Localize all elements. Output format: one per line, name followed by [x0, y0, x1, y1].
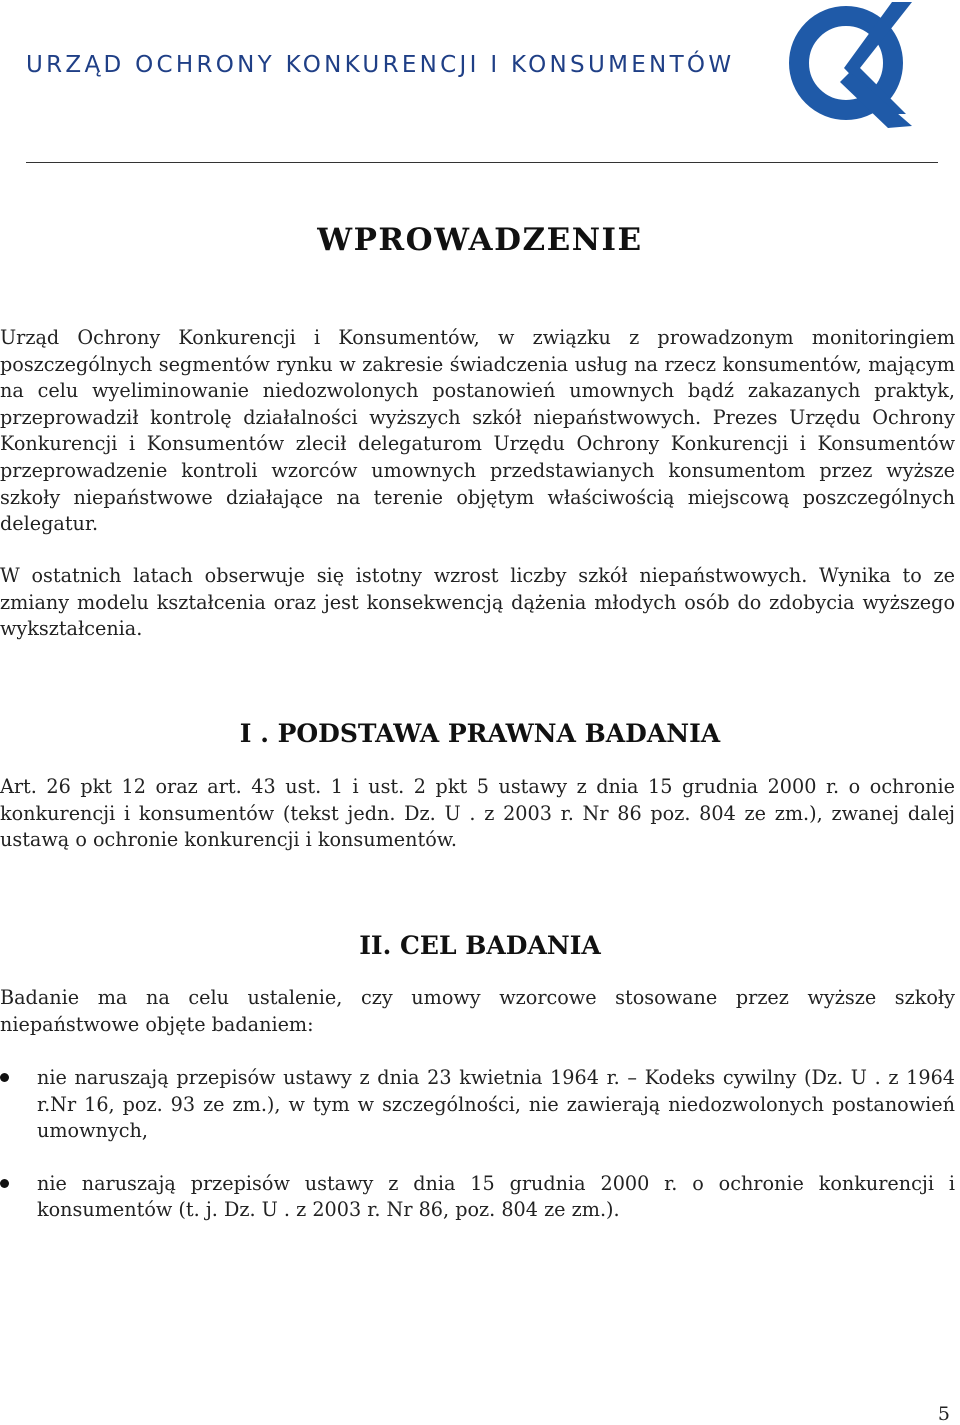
header-divider [26, 162, 938, 163]
list-item [0, 1171, 955, 1224]
bullet-icon [0, 1073, 9, 1082]
legal-basis-paragraph: Art. 26 pkt 12 oraz art. 43 ust. 1 i ust. 2 pkt 5 ustawy z dnia 15 grudnia 2000 r. o ochronie konkurencji i konsumentów (tekst jedn. Dz. U . z 2003 r. Nr 86 poz. 804 ze zm.), zwanej dalej ustawą o ochronie konkurencji i konsumentów. [0, 775, 955, 852]
purpose-intro-paragraph: Badanie ma na celu ustalenie, czy umowy wzorcowe stosowane przez wyższe szkoły niepaństwowe objęte badaniem: [0, 986, 955, 1036]
intro-paragraph-1: Urząd Ochrony Konkurencji i Konsumentów, w związku z prowadzonym monitoringiem poszczególnych segmentów rynku w zakresie świadczenia usług na rzecz konsumentów, mającym na celu wyeliminowanie niedozwolonych postanowień umownych bądź zakazanych praktyk, przeprowadził kontrolę działalności wyższych szkół niepaństwowych. Prezes Urzędu Ochrony Konkurencji i Konsumentów zlecił delegaturom Urzędu Ochrony Konkurencji i Konsumentów przeprowadzenie kontroli wzorców umownych przedstawianych konsumentom przez wyższe szkoły niepaństwowe działające na terenie objętym właściwością miejscową poszczególnych delegatur. [0, 326, 955, 536]
list-item [0, 1065, 955, 1145]
intro-paragraph-2: W ostatnich latach obserwuje się istotny wzrost liczby szkół niepaństwowych. Wynika to ze zmiany modelu kształcenia oraz jest konsekwencją dążenia młodych osób do zdobycia wyższego wykształcenia. [0, 564, 955, 641]
section-heading-purpose: II. CEL BADANIA [359, 931, 601, 960]
section-heading-legal-basis: I . PODSTAWA PRAWNA BADANIA [239, 719, 721, 748]
bullet-icon [0, 1179, 9, 1188]
purpose-bullet-list [0, 1065, 955, 1250]
page-number: 5 [937, 1403, 950, 1425]
bullet-text: nie naruszają przepisów ustawy z dnia 23 kwietnia 1964 r. – Kodeks cywilny (Dz. U . z 1964 r.Nr 16, poz. 93 ze zm.), w tym w szczególności, nie zawierają niedozwolonych postanowień umownych, [37, 1066, 955, 1143]
document-title: WPROWADZENIE [317, 222, 643, 258]
header-org-name: URZĄD OCHRONY KONKURENCJI I KONSUMENTÓW [26, 52, 735, 78]
bullet-text: nie naruszają przepisów ustawy z dnia 15 grudnia 2000 r. o ochronie konkurencji i konsumentów (t. j. Dz. U . z 2003 r. Nr 86, poz. 804 ze zm.). [37, 1171, 955, 1222]
uokik-logo [784, 2, 912, 128]
